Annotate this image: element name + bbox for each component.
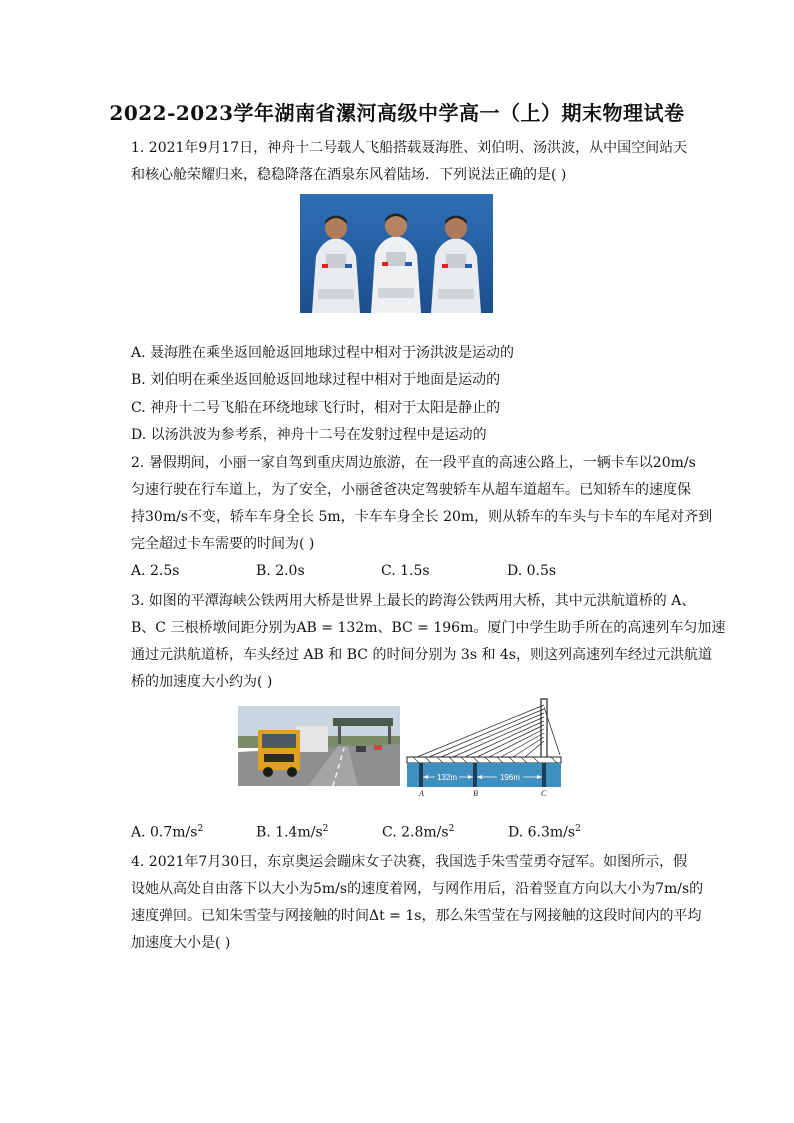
question-3-line: 通过元洪航道桥，车头经过 AB 和 BC 的时间分别为 3s 和 4s，则这列高速列车经过元洪航道 — [131, 647, 712, 663]
question-2-option-c: C. 1.5s — [381, 563, 430, 579]
truck-highway-photo — [238, 706, 400, 786]
question-4 — [131, 849, 704, 957]
question-1-option-d: D. 以汤洪波为参考系，神舟十二号在发射过程中是运动的 — [131, 427, 487, 443]
question-4-line: 4. 2021年7月30日，东京奥运会蹦床女子决赛，我国选手朱雪莹勇夺冠军。如图所示，假 — [131, 854, 688, 870]
question-4-line: 设她从高处自由落下以大小为5m/s的速度着网，与网作用后，沿着竖直方向以大小为7m/s的 — [131, 881, 704, 897]
page-title: 2022-2023学年湖南省漯河高级中学高一（上）期末物理试卷 — [109, 101, 685, 125]
astronauts-photo — [300, 194, 493, 313]
question-2-option-d: D. 0.5s — [507, 563, 557, 579]
question-1-option-c: C. 神舟十二号飞船在环绕地球飞行时，相对于太阳是静止的 — [131, 400, 501, 416]
question-2-line: 持30m/s不变，轿车车身全长 5m，卡车车身全长 20m，则从轿车的车头与卡车的车尾对齐到 — [131, 509, 713, 525]
bridge-diagram — [405, 697, 563, 797]
question-1-line: 1. 2021年9月17日，神舟十二号载人飞船搭载聂海胜、刘伯明、汤洪波，从中国空间站天 — [131, 140, 688, 156]
question-3 — [131, 588, 726, 696]
question-3-options — [131, 824, 691, 844]
pier-label-a: A — [419, 789, 424, 797]
dimension-label-ab: 132m — [436, 773, 458, 782]
question-1-option-b: B. 刘伯明在乘坐返回舱返回地球过程中相对于地面是运动的 — [131, 372, 501, 388]
dimension-label-bc: 196m — [499, 773, 521, 782]
pier-label-b: B — [473, 789, 478, 797]
question-2-line: 2. 暑假期间，小丽一家自驾到重庆周边旅游，在一段平直的高速公路上，一辆卡车以20m/s — [131, 455, 696, 471]
question-2-option-b: B. 2.0s — [256, 563, 305, 579]
question-3-option-a: A. $0.7m/s^2$ — [131, 824, 204, 841]
question-3-option-d: D. $6.3m/s^2$ — [508, 824, 581, 841]
question-2 — [131, 450, 713, 558]
question-3-line: B、C 三根桥墩间距分别为AB = 132m、BC = 196m。厦门中学生助手所在的高速列车匀加速 — [131, 620, 726, 636]
question-1-line: 和核心舱荣耀归来，稳稳降落在酒泉东风着陆场．下列说法正确的是( ) — [131, 167, 567, 183]
question-4-line: 加速度大小是( ) — [131, 935, 231, 951]
question-1-option-a: A. 聂海胜在乘坐返回舱返回地球过程中相对于汤洪波是运动的 — [131, 345, 515, 361]
pier-label-c: C — [541, 789, 547, 797]
question-2-options — [131, 563, 691, 583]
question-4-line: 速度弹回。已知朱雪莹与网接触的时间Δt = 1s，那么朱雪莹在与网接触的这段时间内的平均 — [131, 908, 702, 924]
question-3-option-b: B. $1.4m/s^2$ — [256, 824, 329, 841]
question-3-option-c: C. $2.8m/s^2$ — [382, 824, 455, 841]
question-2-option-a: A. 2.5s — [131, 563, 180, 579]
question-2-line: 匀速行驶在行车道上，为了安全，小丽爸爸决定驾驶轿车从超车道超车。已知轿车的速度保 — [131, 482, 691, 498]
question-2-line: 完全超过卡车需要的时间为( ) — [131, 536, 315, 552]
question-3-line: 桥的加速度大小约为( ) — [131, 674, 273, 690]
question-3-line: 3. 如图的平潭海峡公铁两用大桥是世界上最长的跨海公铁两用大桥，其中元洪航道桥的 A、 — [131, 593, 696, 609]
question-1 — [131, 135, 691, 189]
